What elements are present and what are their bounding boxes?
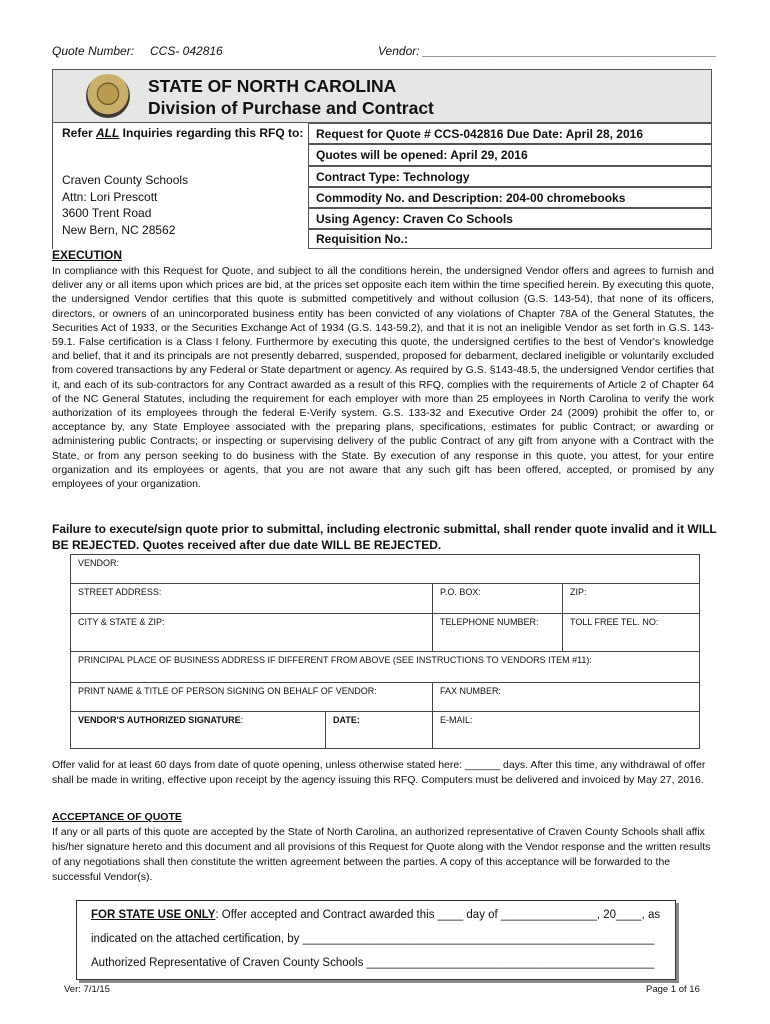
- toll-free-field[interactable]: TOLL FREE TEL. NO:: [563, 614, 700, 652]
- version-footer: Ver: 7/1/15: [64, 984, 110, 995]
- fax-number-field[interactable]: FAX NUMBER:: [433, 683, 700, 712]
- offer-validity-text: Offer valid for at least 60 days from date of quote opening, unless otherwise stated here: ______ days. After this time, any withdrawal of offer shall be made in writing, effective upon receipt by the agency issuing this RFQ. Computers must be delivered and invoiced by May 27, 2016.: [52, 759, 706, 786]
- city-state-zip-field[interactable]: CITY & STATE & ZIP:: [71, 614, 433, 652]
- rfq-number-due-date: Request for Quote # CCS-042816 Due Date: April 28, 2016: [308, 123, 712, 144]
- state-use-line-2: indicated on the attached certification, by _______________________________________________________: [91, 933, 655, 945]
- state-use-label: FOR STATE USE ONLY: [91, 909, 216, 921]
- using-agency: Using Agency: Craven Co Schools: [308, 208, 712, 229]
- refer-inquiries: Refer ALL Inquiries regarding this RFQ to:: [62, 126, 304, 140]
- po-box-field[interactable]: P.O. BOX:: [433, 584, 563, 614]
- contact-address: [62, 172, 188, 238]
- state-use-line-3: Authorized Representative of Craven County Schools _____________________________________________: [91, 957, 655, 969]
- quote-number-label: Quote Number:: [52, 44, 135, 58]
- vendor-signature-field[interactable]: VENDOR'S AUTHORIZED SIGNATURE:: [71, 712, 326, 749]
- execution-heading: EXECUTION: [52, 248, 123, 262]
- state-use-line-1: FOR STATE USE ONLY: Offer accepted and Contract awarded this ____ day of _______________, 20____, as: [91, 909, 661, 921]
- print-name-field[interactable]: PRINT NAME & TITLE OF PERSON SIGNING ON BEHALF OF VENDOR:: [71, 683, 433, 712]
- quotes-opened-date: Quotes will be opened: April 29, 2016: [308, 144, 712, 166]
- vendor-name-field[interactable]: VENDOR:: [71, 555, 700, 584]
- address-line: New Bern, NC 28562: [62, 222, 176, 237]
- street-address-field[interactable]: STREET ADDRESS:: [71, 584, 433, 614]
- zip-field[interactable]: ZIP:: [563, 584, 700, 614]
- principal-address-field[interactable]: PRINCIPAL PLACE OF BUSINESS ADDRESS IF DIFFERENT FROM ABOVE (SEE INSTRUCTIONS TO VENDORS ITEM #11):: [71, 652, 700, 683]
- email-field[interactable]: E-MAIL:: [433, 712, 700, 749]
- signature-label: VENDOR'S AUTHORIZED SIGNATURE: [78, 715, 241, 725]
- state-title: STATE OF NORTH CAROLINA: [148, 76, 397, 96]
- requisition-number: Requisition No.:: [308, 229, 712, 249]
- rejection-notice: Failure to execute/sign quote prior to submittal, including electronic submittal, shall render quote invalid and it WILL BE REJECTED. Quotes received after due date WILL BE REJECTED.: [52, 522, 717, 552]
- address-line: 3600 Trent Road: [62, 206, 152, 220]
- vendor-label: Vendor: ____________________________________________: [378, 44, 717, 58]
- address-line: Attn: Lori Prescott: [62, 189, 158, 204]
- acceptance-heading: ACCEPTANCE OF QUOTE: [52, 811, 182, 823]
- nc-state-seal-icon: [86, 74, 130, 118]
- date-field[interactable]: DATE:: [326, 712, 433, 749]
- quote-number-value: CCS- 042816: [150, 44, 223, 58]
- page-number: Page 1 of 16: [646, 984, 700, 995]
- acceptance-text: If any or all parts of this quote are accepted by the State of North Carolina, an authorized representative of Craven County Schools shall affix his/her signature hereto and this document and all provisions of this Request for Quote along with the Vendor response and the written results of any negotiations shall then constitute the written agreement between the parties. A copy of this acceptance will be forwarded to the successful Vendor(s).: [52, 826, 711, 883]
- state-use-box: [76, 900, 676, 980]
- division-title: Division of Purchase and Contract: [148, 98, 434, 118]
- address-line: Craven County Schools: [62, 173, 189, 187]
- vendor-info-form: [70, 554, 700, 749]
- telephone-field[interactable]: TELEPHONE NUMBER:: [433, 614, 563, 652]
- execution-text: In compliance with this Request for Quote, and subject to all the conditions herein, the undersigned Vendor offers and agrees to furnish and deliver any or all items upon which prices are bid, at the prices set opposite each item within the time specified herein. By executing this quote, the undersigned Vendor certifies that this quote is submitted competitively and without collusion (G.S. 143-54), that none of its officers, directors, or owners of an unincorporated business entity has been convicted of any violations of Chapter 78A of the General Statutes, the Securities Act of 1933, or the Securities Exchange Act of 1934 (G.S. 143-59.2), and that it is not an ineligible Vendor as set forth in G.S. 143-59.1. False certification is a Class I felony. Furthermore by executing this quote, the undersigned certifies to the best of Vendor's knowledge and belief, that it and its principals are not presently debarred, suspended, proposed for debarment, declared ineligible or voluntarily excluded from covered transactions by any Federal or State department or agency. As required by G.S. §143-48.5, the undersigned Vendor certifies that it, and each of its sub-contractors for any Contract awarded as a result of this RFQ, complies with the requirements of Article 2 of Chapter 64 of the NC General Statutes, including the requirement for each employer with more than 25 employees in North Carolina to verify the work authorization of its employees through the federal E-Verify system. G.S. 133-32 and Executive Order 24 (2009) prohibit the offer to, or acceptance by, any State Employee associated with the preparing plans, specifications, estimates for public Contract; or awarding or administering public Contracts; or inspecting or supervising delivery of the public Contract of any gift from anyone with a Contract with the State, or from any person seeking to do business with the State. By execution of any response in this quote, you attest, for your entire organization and its employees or agents, that you are not aware that any such gift has been offered, accepted, or promised by any employees of your organization.: [52, 265, 714, 491]
- contract-type: Contract Type: Technology: [308, 166, 712, 187]
- commodity-description: Commodity No. and Description: 204-00 chromebooks: [308, 187, 712, 208]
